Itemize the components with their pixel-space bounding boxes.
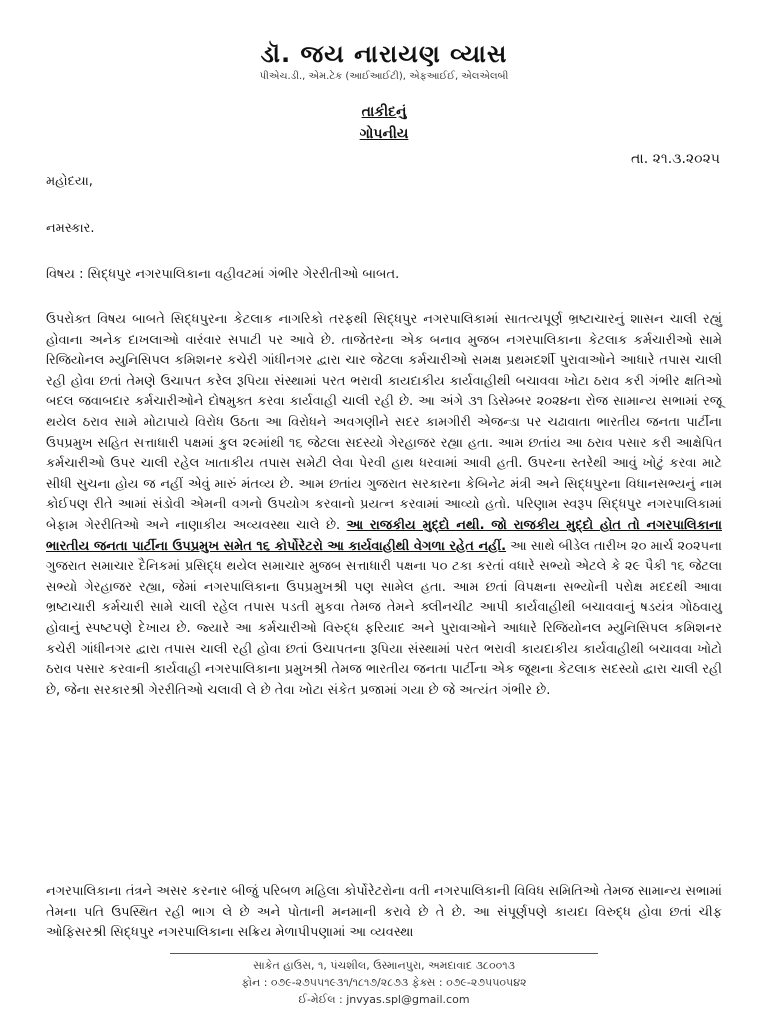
paragraph-1-part-1: ઉપરોક્ત વિષય બાબતે સિદ્ધપુરના કેટલાક નાગરિકો તરફથી સિદ્ધપુર નગરપાલિકામાં સાતત્યપૂર્ણ ભ્રષ્ટાચારનું શાસન ચાલી રહ્યું હોવાના અનેક દાખલાઓ વારંવાર સપાટી પર આવે છે. તાજેતરના એક બનાવ મુજબ નગરપાલિકાના કેટલાક કર્મચારીઓ સામે રિજિયોનલ મ્યુનિસિપલ કમિશનર કચેરી ગાંધીનગર દ્વારા ચાર જેટલા કર્મચારીઓ સમક્ષ પ્રથમદર્શી પુરાવાઓને આધારે તપાસ ચાલી રહી હોવા છતાં તેમણે ઉચાપત કરેલ રૂપિયા સંસ્થામાં પરત ભરાવી કાયદાકીય કાર્યવાહીથી બચાવવા ખોટા ઠરાવ કરી ગંભીર ક્ષતિઓ બદલ જવાબદાર કર્મચારીઓને દોષમુક્ત કરવા કાર્યવાહી ચાલી રહી છે. આ અંગે ૩૧ ડિસેમ્બર ૨૦૨૪ના રોજ સામાન્ય સભામાં રજૂ થયેલ ઠરાવ સામે મોટાપાયે વિરોધ ઉઠતા આ વિરોધને અવગણીને સદર કામગીરી એજન્ડા પર ચઢાવાતા ભારતીય જનતા પાર્ટીના ઉપપ્રમુખ સહિત સત્તાધારી પક્ષમાં કુલ ૨૯માંથી ૧૬ જેટલા સદસ્યો ગેરહાજર રહ્યા હતા. આમ છતાંય આ ઠરાવ પસાર કરી આક્ષેપિત કર્મચારીઓ ઉપર ચાલી રહેલ ખાતાકીય તપાસ સમેટી લેવા પેરવી હાથ ધરવામાં આવી હતી. ઉપરના સ્તરેથી આવું ખોટું કરવા માટે સીધી સુચના હોય જ નહીં એવું મારું મંતવ્ય છે. આમ છતાંય ગુજરાત સરકારના કેબિનેટ મંત્રી અને સિદ્ધપુરના વિધાનસભ્યનું નામ કોઈપણ રીતે આમાં સંડોવી એમની વગનો ઉપયોગ કરવાનો પ્રયત્ન કરવામાં આવ્યો હતો. પરિણામ સ્વરૂપ સિદ્ધપુર નગરપાલિકામાં બેફામ ગેરરીતિઓ અને નાણાકીય અવ્યવસ્થા ચાલે છે. xyxy=(46,312,722,533)
letterhead-name: ડૉ. જય નારાયણ વ્યાસ xyxy=(260,40,508,68)
letterhead-qualifications: પીએચ.ડી., એમ.ટેક (આઈઆઈટી), એફઆઈઈ, એલએલબી xyxy=(259,71,509,82)
subject-line: વિષય : સિદ્ધપુર નગરપાલિકાના વહીવટમાં ગંભીર ગેરરીતીઓ બાબત. xyxy=(46,267,400,282)
heading-urgent: તાકીદનું xyxy=(361,104,407,120)
paragraph-1-emphasis: આ રાજકીય મુદ્દો નથી. જો રાજકીય મુદ્દો હોત તો નગરપાલિકાના ભારતીય જનતા પાર્ટીના ઉપપ્રમુખ સમેત ૧૬ કોર્પોરેટરો આ કાર્યવાહીથી વેગળા રહેત નહીં. xyxy=(46,517,722,554)
letter-date: તા. ૨૧.૩.૨૦૨૫ xyxy=(631,151,720,167)
heading-confidential: ગોપનીય xyxy=(359,126,409,142)
footer-address: સાકેત હાઉસ, ૧, પંચશીલ, ઉસ્માનપુરા, અમદાવાદ ૩૮૦૦૧૩ xyxy=(253,959,515,972)
body-paragraph-1 xyxy=(46,310,722,701)
letterhead xyxy=(0,38,768,84)
paragraph-1-part-2: આ સાથે બીડેલ તારીખ ૨૦ માર્ચ ૨૦૨૫ના ગુજરાત સમાચાર દૈનિકમાં પ્રસિદ્ધ થયેલ સમાચાર મુજબ સત્તાધારી પક્ષના ૫૦ ટકા કરતાં વધારે સભ્યો એટલે કે ૨૯ પૈકી ૧૬ જેટલા સભ્યો ગેરહાજર રહ્યા, જેમાં નગરપાલિકાના ઉપપ્રમુખશ્રી પણ સામેલ હતા. આમ છતાં વિપક્ષના સભ્યોની પરોક્ષ મદદથી આવા ભ્રષ્ટાચારી કર્મચારી સામે ચાલી રહેલ તપાસ પડતી મુકવા તેમજ તેમને ક્લીનચીટ આપી કાર્યવાહીથી બચાવવાનું ષડયંત્ર ગોઠવાયુ હોવાનું સ્પષ્ટપણે દેખાય છે. જ્યારે આ કર્મચારીઓ વિરુદ્ધ ફરિયાદ અને પુરાવાઓને આધારે રિજિયોનલ મ્યુનિસિપલ કમિશનર કચેરી ગાંધીનગર દ્વારા તપાસ ચાલી રહી હોવા છતાં ઉચાપતના રૂપિયા સંસ્થામાં પરત ભરાવી કાયદાકીય કાર્યવાહીથી બચાવવા ખોટો ઠરાવ પસાર કરવાની કાર્યવાહી નગરપાલિકાના પ્રમુખશ્રી તેમજ ભારતીય જનતા પાર્ટીના એક જૂથના કેટલાક સદસ્યો દ્વારા ચાલી રહી છે, જેના સરકારશ્રી ગેરરીતિઓ ચલાવી લે છે તેવા ખોટા સંકેત પ્રજામાં ગયા છે જે અત્યંત ગંભીર છે. xyxy=(46,538,722,698)
letter-heading xyxy=(0,101,768,145)
footer-phone: ફોન : ૦૭૯-૨૭૫૫૧૯૩૧/૧૮૧૭/૨૮૭૩ ફેક્સ : ૦૭૯-૨૭૫૫૦૫૪૨ xyxy=(241,976,527,989)
greeting: નમસ્કાર. xyxy=(46,221,95,236)
footer-email: ઈ-મેઈલ : jnvyas.spl@gmail.com xyxy=(298,993,470,1006)
salutation: મહોદયા, xyxy=(46,174,93,189)
body-paragraph-2: નગરપાલિકાના તંત્રને અસર કરનાર બીજું પરિબળ મહિલા કોર્પોરેટરોના વતી નગરપાલિકાની વિવિધ સમિતિઓ તેમજ સામાન્ય સભામાં તેમના પતિ ઉપસ્થિત રહી ભાગ લે છે અને પોતાની મનમાની કરાવે છે તે છે. આ સંપૂર્ણપણે કાયદા વિરુદ્ધ હોવા છતાં ચીફ ઓફિસરશ્રી સિદ્ધપુર નગરપાલિકાના સક્રિય મેળાપીપણામાં આ વ્યવસ્થા xyxy=(46,884,722,941)
letter-footer xyxy=(170,953,598,1008)
